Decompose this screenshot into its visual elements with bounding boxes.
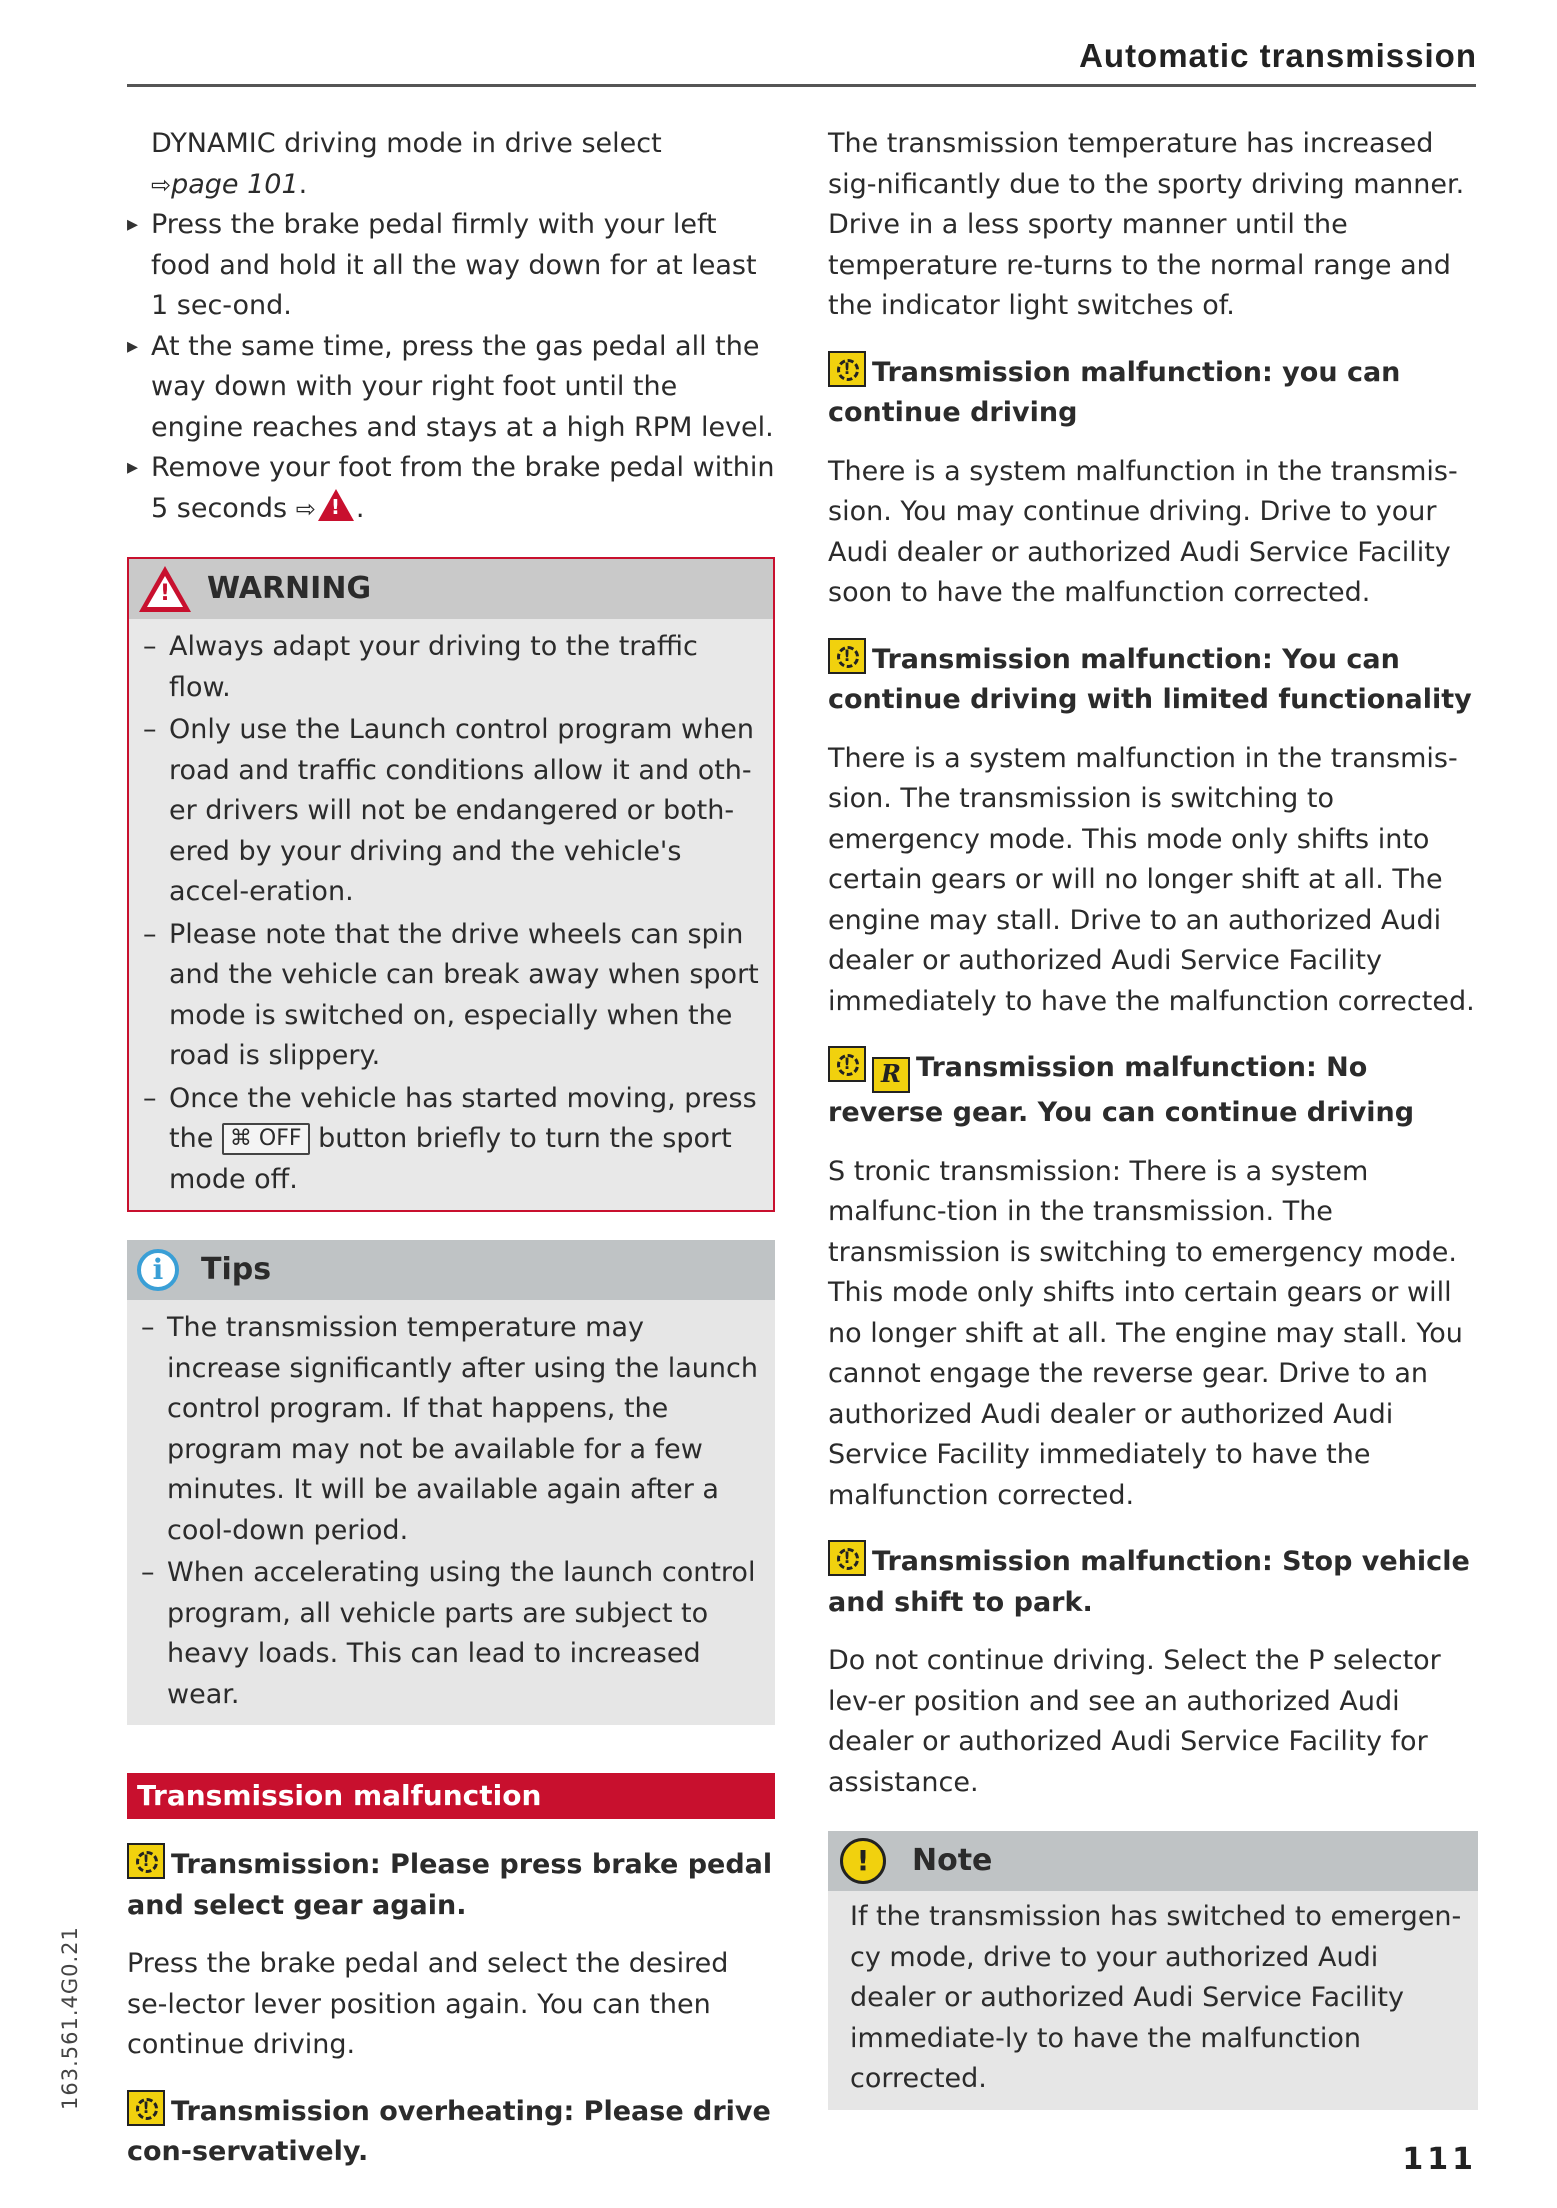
intro-line: DYNAMIC driving mode in drive select	[151, 128, 662, 159]
transmission-warning-icon	[828, 638, 866, 674]
message-body: There is a system malfunction in the transmis-sion. The transmission is switching to emergency mode. This mode only shifts into certain gears or will no longer shift at all. The engine may stall. Drive to an authorized Audi dealer or authorized Audi Service Facility immediately to have the malfunction corrected.	[828, 742, 1475, 1017]
left-column	[127, 124, 775, 2173]
transmission-warning-icon	[828, 1046, 866, 1082]
reverse-gear-icon: R	[872, 1057, 910, 1093]
page-number: 111	[1402, 2142, 1477, 2177]
message-body: S tronic transmission: There is a system malfunc-tion in the transmission. The transmission is switching to emergency mode. This mode only shifts into certain gears or will no longer shift at all. The engine may stall. You cannot engage the reverse gear. Drive to an authorized Audi dealer or authorized Audi Service Facility immediately to have the malfunction corrected.	[828, 1155, 1463, 1511]
arrow-right-icon: ⇨	[151, 170, 172, 199]
section-heading: Transmission malfunction	[127, 1773, 775, 1819]
right-column	[828, 124, 1478, 2110]
warning-item: – Please note that the drive wheels can spin and the vehicle can break away when sport mode is switched on, especially when the road is slippery.	[139, 915, 763, 1077]
transmission-warning-icon	[127, 2090, 165, 2126]
tips-item: – When accelerating using the launch control program, all vehicle parts are subject to heavy loads. This can lead to increased wear.	[137, 1553, 765, 1715]
exclamation-icon: !	[840, 1838, 886, 1884]
message-heading	[127, 1843, 775, 1926]
message-heading-text: Transmission malfunction: you can continue driving	[828, 356, 1401, 428]
document-code: 163.561.4G0.21	[58, 1926, 82, 2110]
message-heading	[828, 351, 1478, 434]
message-body: The transmission temperature has increased sig-nificantly due to the sporty driving manner. Drive in a less sporty manner until the temperature re-turns to the normal range and the indicator light switches of.	[828, 128, 1465, 321]
note-title: Note	[912, 1842, 993, 1878]
message-heading-text: Transmission malfunction: You can continue driving with limited functionality	[828, 643, 1472, 715]
page-reference-link[interactable]: page 101	[171, 168, 299, 200]
intro-text	[127, 124, 775, 205]
transmission-warning-icon	[828, 351, 866, 387]
message-heading	[828, 1540, 1478, 1623]
message-heading-text: Transmission: Please press brake pedal and select gear again.	[127, 1849, 773, 1921]
note-box	[828, 1831, 1478, 2110]
tips-box-body	[127, 1300, 775, 1725]
header-rule	[127, 84, 1476, 87]
message-body: Press the brake pedal and select the desired se-lector lever position again. You can then continue driving.	[127, 1948, 729, 2060]
warning-item-text: button briefly to turn the sport mode off.	[169, 1123, 732, 1195]
message-heading-text: Transmission malfunction: Stop vehicle and shift to park.	[828, 1546, 1470, 1618]
warning-box	[127, 557, 775, 1212]
info-icon: i	[137, 1249, 179, 1291]
message-heading	[127, 2090, 775, 2173]
warning-triangle-icon[interactable]	[318, 489, 354, 521]
intro-dot: .	[298, 168, 308, 200]
message-heading-text: Transmission malfunction: No reverse gear. You can continue driving	[828, 1052, 1415, 1128]
warning-item	[139, 1079, 763, 1201]
page-header-title: Automatic transmission	[1079, 37, 1477, 74]
step-item: ▸ At the same time, press the gas pedal all the way down with your right foot until the engine reaches and stays at a high RPM level.	[127, 327, 775, 449]
step-text: Remove your foot from the brake pedal within 5 seconds	[151, 452, 775, 524]
warning-item-text: Once the vehicle has started moving, press the	[169, 1082, 757, 1154]
message-body: There is a system malfunction in the transmis-sion. You may continue driving. Drive to your Audi dealer or authorized Audi Service Facility soon to have the malfunction corrected.	[828, 455, 1458, 608]
transmission-warning-icon	[127, 1843, 165, 1879]
step-item	[127, 448, 775, 529]
arrow-right-icon: ⇨	[295, 494, 316, 523]
warning-item: – Only use the Launch control program when road and traffic conditions allow it and oth-er drivers will not be endangered or both-ered by your driving and the vehicle's accel-eration.	[139, 710, 763, 913]
step-dot: .	[355, 492, 365, 524]
warning-title: WARNING	[207, 570, 372, 606]
warning-box-header	[129, 559, 773, 619]
transmission-warning-icon	[828, 1540, 866, 1576]
sport-off-key: ⌘ OFF	[222, 1123, 310, 1155]
message-heading	[828, 1046, 1478, 1134]
note-box-header	[828, 1831, 1478, 1891]
tips-item: – The transmission temperature may increase significantly after using the launch control program. If that happens, the program may not be available for a few minutes. It will be available again after a cool-down period.	[137, 1308, 765, 1551]
step-item: ▸ Press the brake pedal firmly with your left food and hold it all the way down for at least 1 sec-ond.	[127, 205, 775, 327]
message-heading	[828, 638, 1478, 721]
message-heading-text: Transmission overheating: Please drive con-servatively.	[127, 2095, 771, 2167]
note-text: If the transmission has switched to emergen-cy mode, drive to your authorized Audi dealer or authorized Audi Service Facility immediate-ly to have the malfunction corrected.	[850, 1901, 1462, 2094]
message-body: Do not continue driving. Select the P selector lev-er position and see an authorized Audi dealer or authorized Audi Service Facility for assistance.	[828, 1645, 1441, 1798]
warning-triangle-icon	[139, 566, 191, 612]
tips-box	[127, 1240, 775, 1725]
tips-title: Tips	[201, 1251, 272, 1287]
warning-item: – Always adapt your driving to the traffic flow.	[139, 627, 763, 708]
tips-box-header	[127, 1240, 775, 1300]
warning-box-body	[129, 619, 773, 1210]
note-box-body	[828, 1891, 1478, 2110]
